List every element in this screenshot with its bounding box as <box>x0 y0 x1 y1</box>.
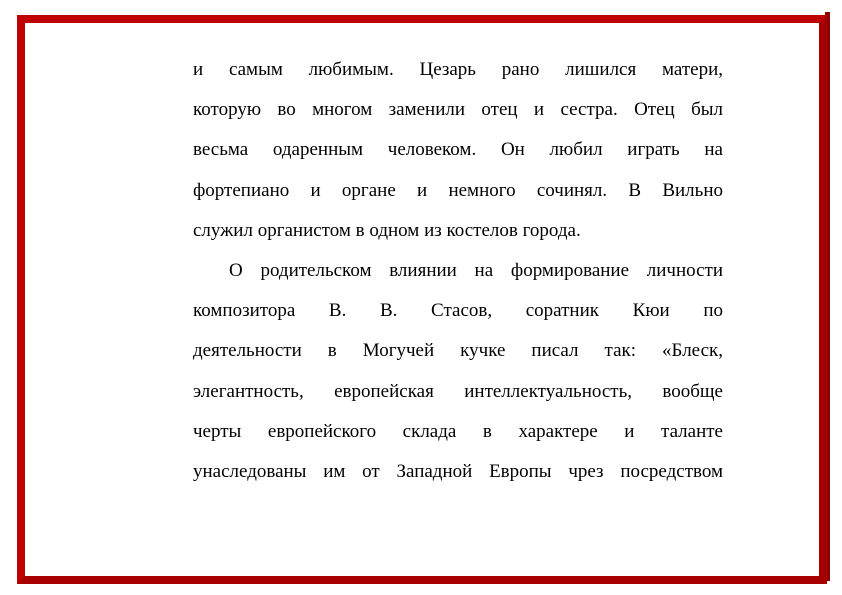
text-line: композитора В. В. Стасов, соратник Кюи по <box>193 300 723 322</box>
text-line: фортепиано и органе и немного сочинял. В Вильно <box>193 179 723 201</box>
text-line: служил органистом в одном из костелов города. <box>193 219 581 241</box>
text-line: элегантность, европейская интеллектуальность, вообще <box>193 380 723 402</box>
text-line: унаследованы им от Западной Европы чрез посредством <box>193 460 723 482</box>
text-line: которую во многом заменили отец и сестра. Отец был <box>193 99 723 121</box>
text-line: деятельности в Могучей кучке писал так: «Блеск, <box>193 340 723 362</box>
text-line: черты европейского склада в характере и таланте <box>193 420 723 442</box>
document-text <box>193 50 723 492</box>
text-line: весьма одаренным человеком. Он любил играть на <box>193 139 723 161</box>
text-line: и самым любимым. Цезарь рано лишился матери, <box>193 59 723 80</box>
paragraph-first-line: О родительском влиянии на формирование личности <box>229 259 723 281</box>
